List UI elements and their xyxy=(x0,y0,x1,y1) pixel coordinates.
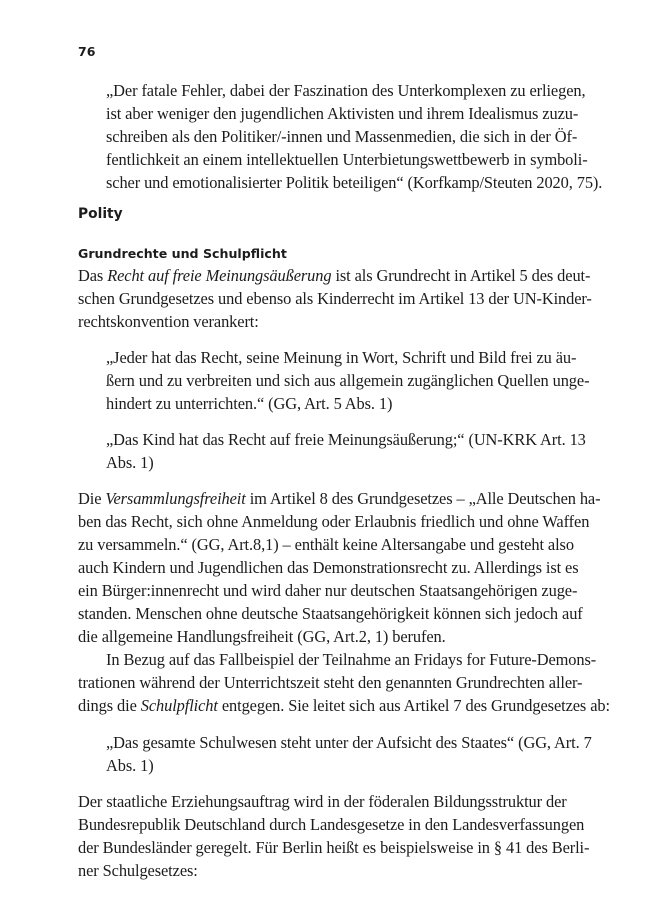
quote4-line-2: Abs. 1) xyxy=(106,756,154,775)
quote2-line-1: „Jeder hat das Recht, seine Meinung in Wort, Schrift und Bild frei zu äu- xyxy=(106,348,577,367)
para3-line-3: dings die Schulpflicht entgegen. Sie leitet sich aus Artikel 7 des Grundgesetzes ab: xyxy=(78,696,610,715)
para4-line-1: Der staatliche Erziehungsauftrag wird in der föderalen Bildungsstruktur der xyxy=(78,792,567,811)
para2-line-5: ein Bürger:innenrecht und wird daher nur deutschen Staatsangehörigen zuge- xyxy=(78,581,578,600)
quote1-line-1: „Der fatale Fehler, dabei der Faszination des Unterkomplexen zu erliegen, xyxy=(106,81,586,100)
page-number: 76 xyxy=(78,44,96,59)
para4-line-2: Bundesrepublik Deutschland durch Landesgesetze in den Landesverfassungen xyxy=(78,815,585,834)
quote3-line-1: „Das Kind hat das Recht auf freie Meinungsäußerung;“ (UN-KRK Art. 13 xyxy=(106,430,586,449)
para3-line-2: trationen während der Unterrichtszeit steht den genannten Grundrechten aller- xyxy=(78,673,583,692)
section-heading-polity: Polity xyxy=(78,206,123,222)
para2-line-2: ben das Recht, sich ohne Anmeldung oder Erlaubnis friedlich und ohne Waffen xyxy=(78,512,590,531)
para1-line-2: schen Grundgesetzes und ebenso als Kinderrecht im Artikel 13 der UN-Kinder- xyxy=(78,289,592,308)
para2-line-6: standen. Menschen ohne deutsche Staatsangehörigkeit können sich jedoch auf xyxy=(78,604,583,623)
para4-line-3: der Bundesländer geregelt. Für Berlin heißt es beispielsweise in § 41 des Berli- xyxy=(78,838,590,857)
para2-line-3: zu versammeln.“ (GG, Art.8,1) – enthält keine Altersangabe und gesteht also xyxy=(78,535,574,554)
subsection-heading-grundrechte: Grundrechte und Schulpflicht xyxy=(78,246,287,261)
quote2-line-2: ßern und zu verbreiten und sich aus allgemein zugänglichen Quellen unge- xyxy=(106,371,590,390)
quote1-line-4: fentlichkeit an einem intellektuellen Unterbietungswettbewerb in symboli- xyxy=(106,150,588,169)
para1-line-3: rechtskonvention verankert: xyxy=(78,312,259,331)
para1-line-1: Das Recht auf freie Meinungsäußerung ist als Grundrecht in Artikel 5 des deut- xyxy=(78,266,591,285)
quote1-line-5: scher und emotionalisierter Politik beteiligen“ (Korfkamp/Steuten 2020, 75). xyxy=(106,173,603,192)
para2-line-1: Die Versammlungsfreiheit im Artikel 8 des Grundgesetzes – „Alle Deutschen ha- xyxy=(78,489,601,508)
para3-line-1: In Bezug auf das Fallbeispiel der Teilnahme an Fridays for Future-Demons- xyxy=(106,650,597,669)
para2-line-4: auch Kindern und Jugendlichen das Demonstrationsrecht zu. Allerdings ist es xyxy=(78,558,579,577)
quote3-line-2: Abs. 1) xyxy=(106,453,154,472)
para2-line-7: die allgemeine Handlungsfreiheit (GG, Art.2, 1) berufen. xyxy=(78,627,446,646)
quote2-line-3: hindert zu unterrichten.“ (GG, Art. 5 Abs. 1) xyxy=(106,394,393,413)
quote4-line-1: „Das gesamte Schulwesen steht unter der Aufsicht des Staates“ (GG, Art. 7 xyxy=(106,733,592,752)
emphasis-schulpflicht: Schulpflicht xyxy=(140,696,218,715)
quote1-line-3: schreiben als den Politiker/-innen und Massenmedien, die sich in der Öf- xyxy=(106,127,578,146)
para4-line-4: ner Schulgesetzes: xyxy=(78,861,198,880)
quote1-line-2: ist aber weniger den jugendlichen Aktivisten und ihrem Idealismus zuzu- xyxy=(106,104,579,123)
emphasis-recht: Recht auf freie Meinungsäußerung xyxy=(107,266,332,285)
emphasis-versammlungsfreiheit: Versammlungsfreiheit xyxy=(105,489,246,508)
